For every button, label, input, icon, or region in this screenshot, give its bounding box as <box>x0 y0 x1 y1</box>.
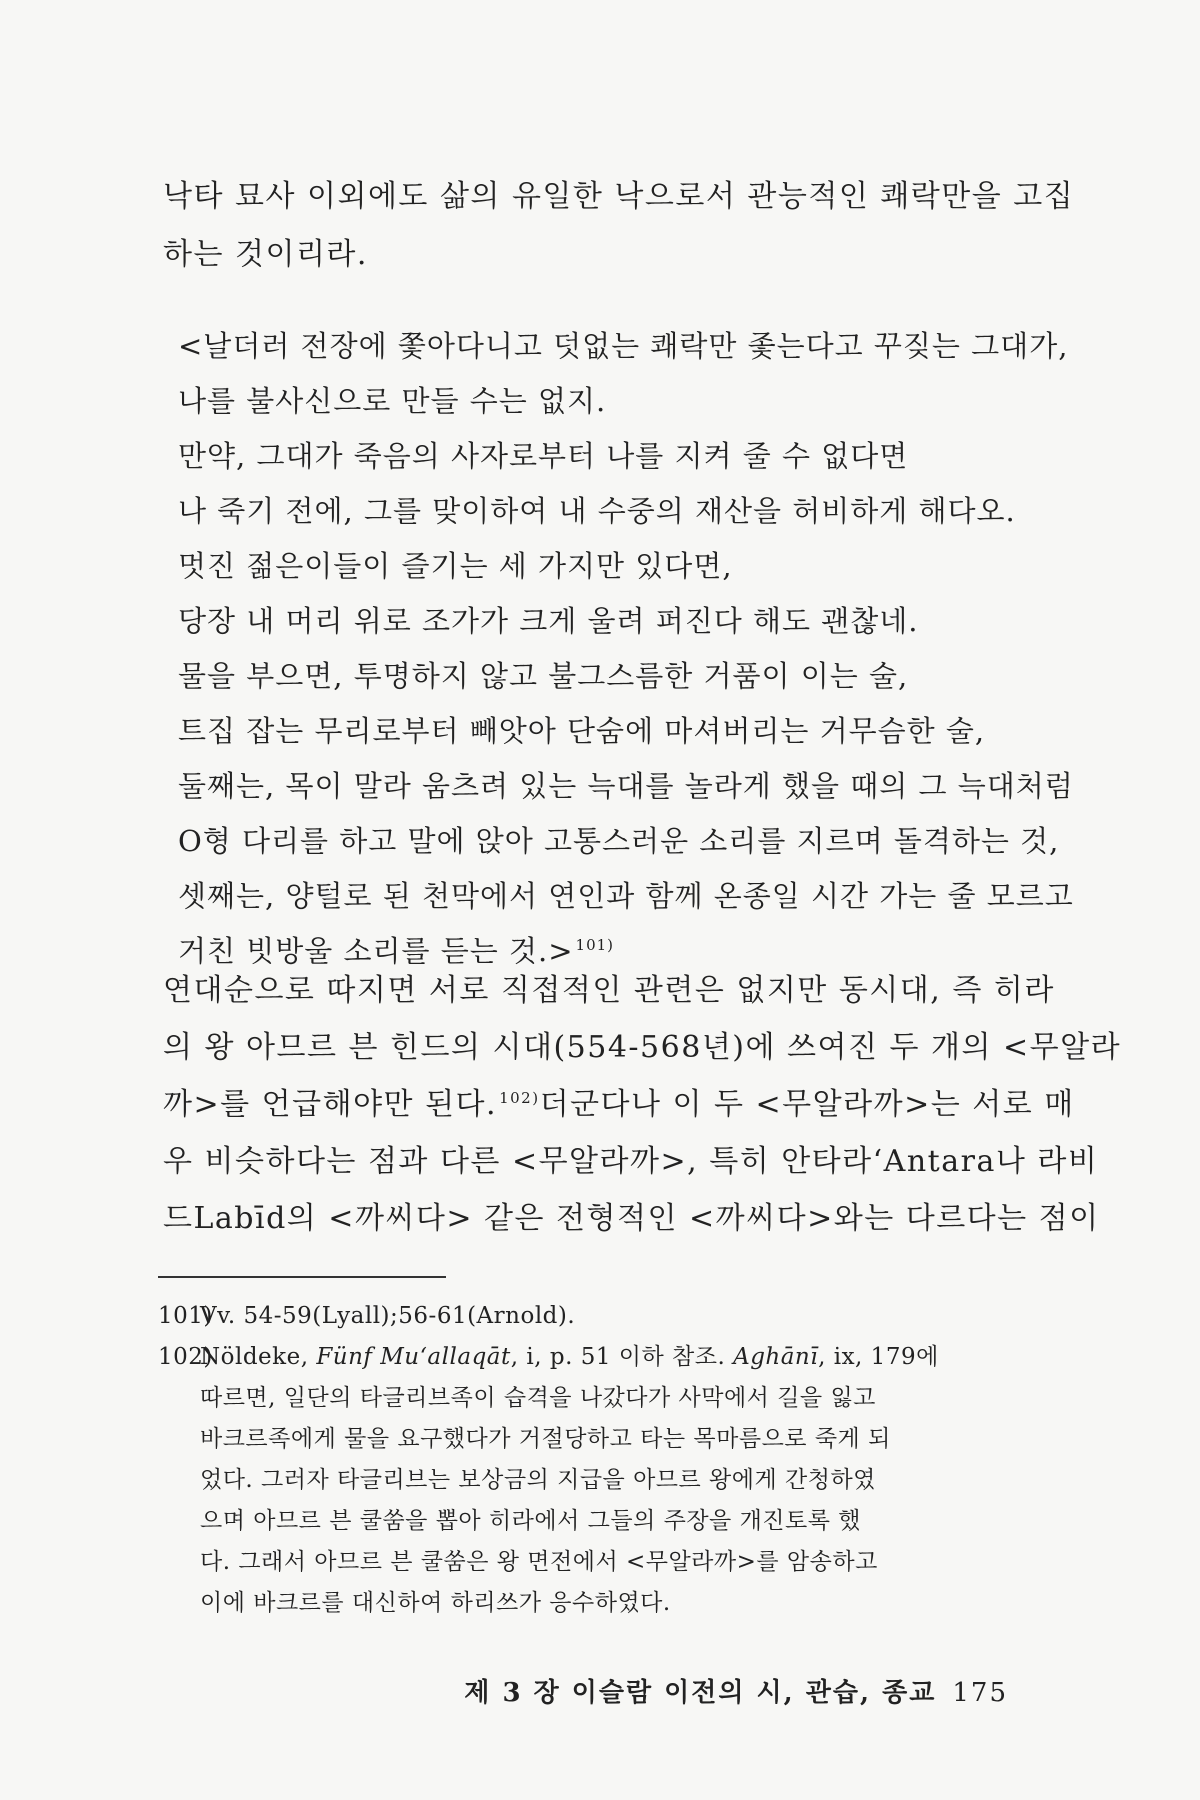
text-segment: 까>를 언급해야만 된다. <box>163 1087 498 1122</box>
poem-line: 물을 부으면, 투명하지 않고 불그스름한 거품이 이는 술, <box>178 659 909 693</box>
footnote-number: 101) <box>158 1303 213 1329</box>
footnotes <box>158 1296 1023 1624</box>
footnote-divider <box>158 1276 446 1278</box>
footnote-101 <box>158 1296 1023 1337</box>
poem-quotation <box>178 319 1074 979</box>
text-line-content: 의 왕 아므르 븐 힌드의 시대(554-568년)에 쓰여진 두 개의 <무알라 <box>163 1030 1122 1065</box>
poem-line: 셋째는, 양털로 된 천막에서 연인과 함께 온종일 시간 가는 줄 모르고 <box>178 879 1074 913</box>
book-title: Aghānī <box>733 1344 819 1370</box>
text-line-content: 드Labīd의 <까씨다> 같은 전형적인 <까씨다>와는 다르다는 점이 <box>163 1201 1100 1236</box>
book-title: Fünf Mu‘allaqāt <box>316 1344 511 1370</box>
text-line <box>163 1076 1075 1133</box>
poem-line: <날더러 전장에 쫓아다니고 덧없는 쾌락만 좇는다고 꾸짖는 그대가, <box>178 329 1069 363</box>
poem-line: 나를 불사신으로 만들 수는 없지. <box>178 384 607 418</box>
poem-line: 나 죽기 전에, 그를 맞이하여 내 수중의 재산을 허비하게 해다오. <box>178 494 1016 528</box>
footnote-102 <box>158 1337 1023 1378</box>
poem-line-text: 거친 빗방울 소리를 듣는 것.> <box>178 934 574 968</box>
text-line-content: 연대순으로 따지면 서로 직접적인 관련은 없지만 동시대, 즉 히라 <box>163 973 1055 1008</box>
footnote-line: 으며 아므르 븐 쿨쑴을 뽑아 히라에서 그들의 주장을 개진토록 했 <box>200 1508 861 1534</box>
text-line <box>163 1019 1122 1076</box>
footnote-text: , ix, 179에 <box>818 1344 939 1370</box>
footnote-ref-102[interactable]: 102) <box>499 1089 540 1107</box>
text-segment: 더군다나 이 두 <무알라까>는 서로 매 <box>539 1087 1075 1122</box>
poem-line: O형 다리를 하고 말에 앉아 고통스러운 소리를 지르며 돌격하는 것, <box>178 824 1060 858</box>
footnote-line: 이에 바크르를 대신하여 하리쓰가 응수하였다. <box>200 1590 671 1616</box>
poem-line: 당장 내 머리 위로 조가가 크게 울려 퍼진다 해도 괜찮네. <box>178 604 919 638</box>
footnote-line: 따르면, 일단의 타글리브족이 습격을 나갔다가 사막에서 길을 잃고 <box>200 1385 876 1411</box>
text-line <box>163 962 1055 1019</box>
text-line <box>163 1190 1100 1247</box>
text-line: 낙타 묘사 이외에도 삶의 유일한 낙으로서 관능적인 쾌락만을 고집 <box>163 179 1075 214</box>
text-line: 하는 것이리라. <box>163 237 368 272</box>
footnote-text: , i, p. 51 이하 참조. <box>510 1344 734 1370</box>
text-line <box>163 1133 1099 1190</box>
footnote-ref-101[interactable]: 101) <box>575 936 615 954</box>
footnote-line: 바크르족에게 물을 요구했다가 거절당하고 타는 목마름으로 죽게 되 <box>200 1426 891 1452</box>
chapter-title: 제 3 장 이슬람 이전의 시, 관습, 종교 <box>464 1678 937 1708</box>
footnote-line: 다. 그래서 아므르 븐 쿨쑴은 왕 면전에서 <무알라까>를 암송하고 <box>200 1549 878 1575</box>
running-footer <box>464 1672 1008 1709</box>
footnote-line: 었다. 그러자 타글리브는 보상금의 지급을 아므르 왕에게 간청하였 <box>200 1467 876 1493</box>
poem-line: 트집 잡는 무리로부터 빼앗아 단숨에 마셔버리는 거무슴한 술, <box>178 714 986 748</box>
poem-line: 만약, 그대가 죽음의 사자로부터 나를 지켜 줄 수 없다면 <box>178 439 909 473</box>
main-paragraph <box>163 962 1122 1247</box>
footnote-text: Nöldeke, <box>200 1344 317 1370</box>
text-line-content <box>163 1076 540 1133</box>
page-number: 175 <box>952 1678 1008 1708</box>
intro-paragraph <box>163 168 1075 284</box>
footnote-number: 102) <box>158 1344 213 1370</box>
footnote-text: Vv. 54-59(Lyall);56-61(Arnold). <box>200 1303 576 1329</box>
text-line-content: 우 비슷하다는 점과 다른 <무알라까>, 특히 안타라‘Antara나 라비 <box>163 1144 1099 1179</box>
poem-line: 둘째는, 목이 말라 움츠려 있는 늑대를 놀라게 했을 때의 그 늑대처럼 <box>178 769 1074 803</box>
poem-line: 멋진 젊은이들이 즐기는 세 가지만 있다면, <box>178 549 733 583</box>
